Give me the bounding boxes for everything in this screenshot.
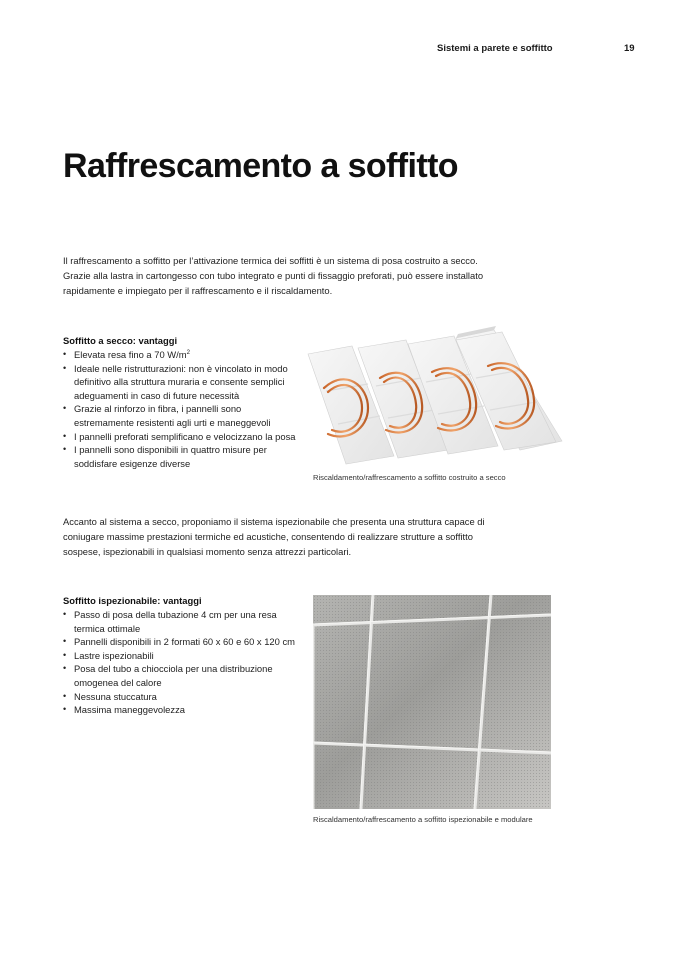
bullet-item: • Passo di posa della tubazione 4 cm per una resa termica ottimale: [63, 608, 303, 635]
inspectable-ceiling-caption: Riscaldamento/raffrescamento a soffitto ispezionabile e modulare: [313, 815, 533, 824]
bullet-item: • I pannelli preforati semplificano e velocizzano la posa: [63, 430, 303, 444]
dry-ceiling-heading: Soffitto a secco: vantaggi: [63, 335, 178, 346]
bullet-item: • Pannelli disponibili in 2 formati 60 x 60 e 60 x 120 cm: [63, 635, 303, 649]
bullet-item: • Grazie al rinforzo in fibra, i pannelli sono estremamente resistenti agli urti e maneggevoli: [63, 402, 303, 429]
superscript: 2: [186, 349, 190, 356]
bullet-item: • Massima maneggevolezza: [63, 703, 303, 717]
dry-ceiling-panels-image: [306, 316, 564, 466]
bullet-item: • Nessuna stuccatura: [63, 690, 303, 704]
inspectable-ceiling-advantages: [63, 594, 303, 717]
middle-paragraph: Accanto al sistema a secco, proponiamo il sistema ispezionabile che presenta una struttura capace di coniugare massime prestazioni termiche ed acustiche, consentendo di realizzare strutture a soffitto sospese, ispezionabili in qualsiasi momento senza attrezzi particolari.: [63, 516, 485, 557]
bullet-item: • Ideale nelle ristrutturazioni: non è vincolato in modo definitivo alla struttura muraria e consente semplici adeguamenti in caso di future necessità: [63, 362, 303, 403]
bullet-item: • Elevata resa fino a 70 $W/m^2$: [63, 348, 303, 362]
intro-paragraph: Il raffrescamento a soffitto per l’attivazione termica dei soffitti è un sistema di posa costruito a secco. Grazie alla lastra in cartongesso con tubo integrato e punti di fissaggio preforati, può essere installato rapidamente e impiegato per il raffrescamento e il riscaldamento.: [63, 255, 484, 296]
inspectable-ceiling-bullet-list: [63, 608, 303, 717]
inspectable-ceiling-heading: Soffitto ispezionabile: vantaggi: [63, 595, 202, 606]
dry-ceiling-bullet-list: [63, 348, 303, 470]
inspectable-ceiling-photo: [313, 595, 551, 809]
dry-ceiling-caption: Riscaldamento/raffrescamento a soffitto costruito a secco: [313, 473, 506, 482]
page-number: 19: [624, 43, 635, 54]
dry-ceiling-advantages: [63, 334, 303, 470]
bullet-item: • I pannelli sono disponibili in quattro misure per soddisfare esigenze diverse: [63, 443, 303, 470]
page-title: Raffrescamento a soffitto: [63, 147, 458, 185]
bullet-item: • Posa del tubo a chiocciola per una distribuzione omogenea del calore: [63, 662, 303, 689]
running-header-section: Sistemi a parete e soffitto: [437, 43, 553, 54]
bullet-item: • Lastre ispezionabili: [63, 649, 303, 663]
